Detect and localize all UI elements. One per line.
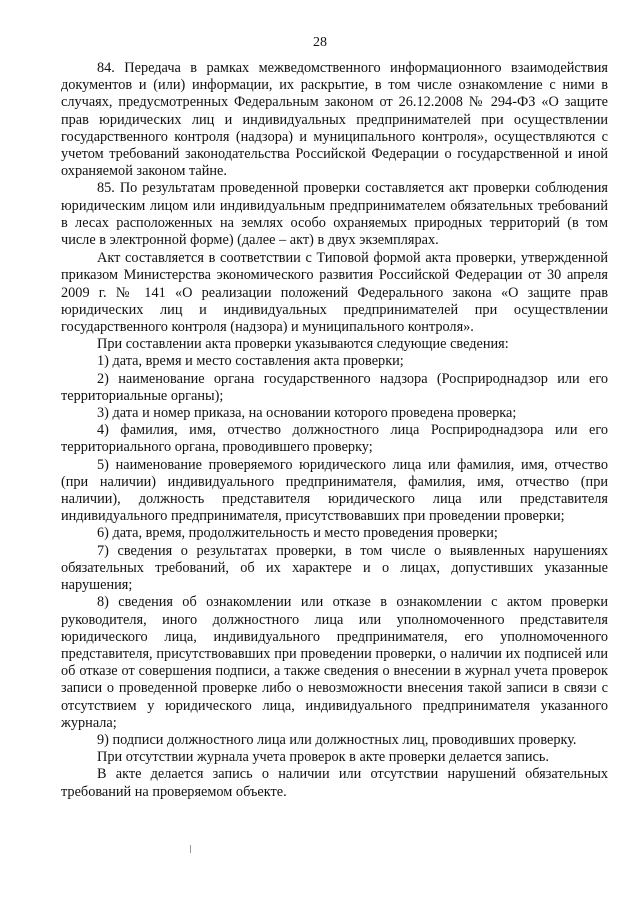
paragraph-act-form: Акт составляется в соответствии с Типовой формой акта проверки, утвержденной приказом Министерства экономического развития Российской Федерации от 30 апреля 2009 г. № 141 «О реализации положений Федерального закона «О защите прав юридических лиц и индивидуальных предпринимателей при осуществлении государственного контроля (надзора) и муниципального контроля». xyxy=(61,250,608,336)
paragraph-84: 84. Передача в рамках межведомственного информационного взаимодействия документов и (или) информации, их раскрытие, в том числе ознакомление с ними в случаях, предусмотренных Федеральным законом от 26.12.2008 № 294-ФЗ «О защите прав юридических лиц и индивидуальных предпринимателей при осуществлении государственного контроля (надзора) и муниципального контроля», осуществляются с учетом требований законодательства Российской Федерации о государственной и иной охраняемой законом тайне. xyxy=(61,60,608,180)
list-item-7: 7) сведения о результатах проверки, в том числе о выявленных нарушениях обязательных требований, об их характере и о лицах, допустивших указанные нарушения; xyxy=(61,542,608,594)
list-item-9: 9) подписи должностного лица или должностных лиц, проводивших проверку. xyxy=(97,731,577,748)
list-item-8: 8) сведения об ознакомлении или отказе в ознакомлении с актом проверки руководителя, иного должностного лица или уполномоченного представителя юридического лица, индивидуального предпринимателя, его уполномоченного представителя, присутствовавших при проведении проверки, о наличии их подписей или об отказе от совершения подписи, а также сведения о внесении в журнал учета проверок записи о проведенной проверке либо о невозможности внесения такой записи в связи с отсутствием у юридического лица, индивидуального предпринимателя указанного журнала; xyxy=(61,594,608,731)
paragraph-85: 85. По результатам проведенной проверки составляется акт проверки соблюдения юридическим лицом или индивидуальным предпринимателем обязательных требований в лесах расположенных на землях особо охраняемых природных территорий (в том числе в электронной форме) (далее – акт) в двух экземплярах. xyxy=(61,180,608,249)
list-item-3: 3) дата и номер приказа, на основании которого проведена проверка; xyxy=(97,405,517,422)
list-item-6: 6) дата, время, продолжительность и место проведения проверки; xyxy=(97,525,498,542)
paragraph-act-contents-intro: При составлении акта проверки указываются следующие сведения: xyxy=(97,336,509,353)
list-item-4: 4) фамилия, имя, отчество должностного лица Росприроднадзора или его территориального органа, проводившего проверку; xyxy=(61,422,608,456)
paragraph-no-journal: При отсутствии журнала учета проверок в акте проверки делается запись. xyxy=(97,749,549,766)
document-body xyxy=(61,60,608,801)
scan-speck xyxy=(190,845,191,853)
list-item-1: 1) дата, время и место составления акта проверки; xyxy=(97,353,404,370)
paragraph-violations-record: В акте делается запись о наличии или отсутствии нарушений обязательных требований на проверяемом объекте. xyxy=(61,766,608,800)
page-number: 28 xyxy=(313,35,327,50)
list-item-2: 2) наименование органа государственного надзора (Росприроднадзор или его территориальные органы); xyxy=(61,370,608,404)
list-item-5: 5) наименование проверяемого юридического лица или фамилия, имя, отчество (при наличии) индивидуального предпринимателя, фамилия, имя, отчество (при наличии), должность представителя юридического лица или представителя индивидуального предпринимателя, присутствовавших при проведении проверки; xyxy=(61,456,608,525)
